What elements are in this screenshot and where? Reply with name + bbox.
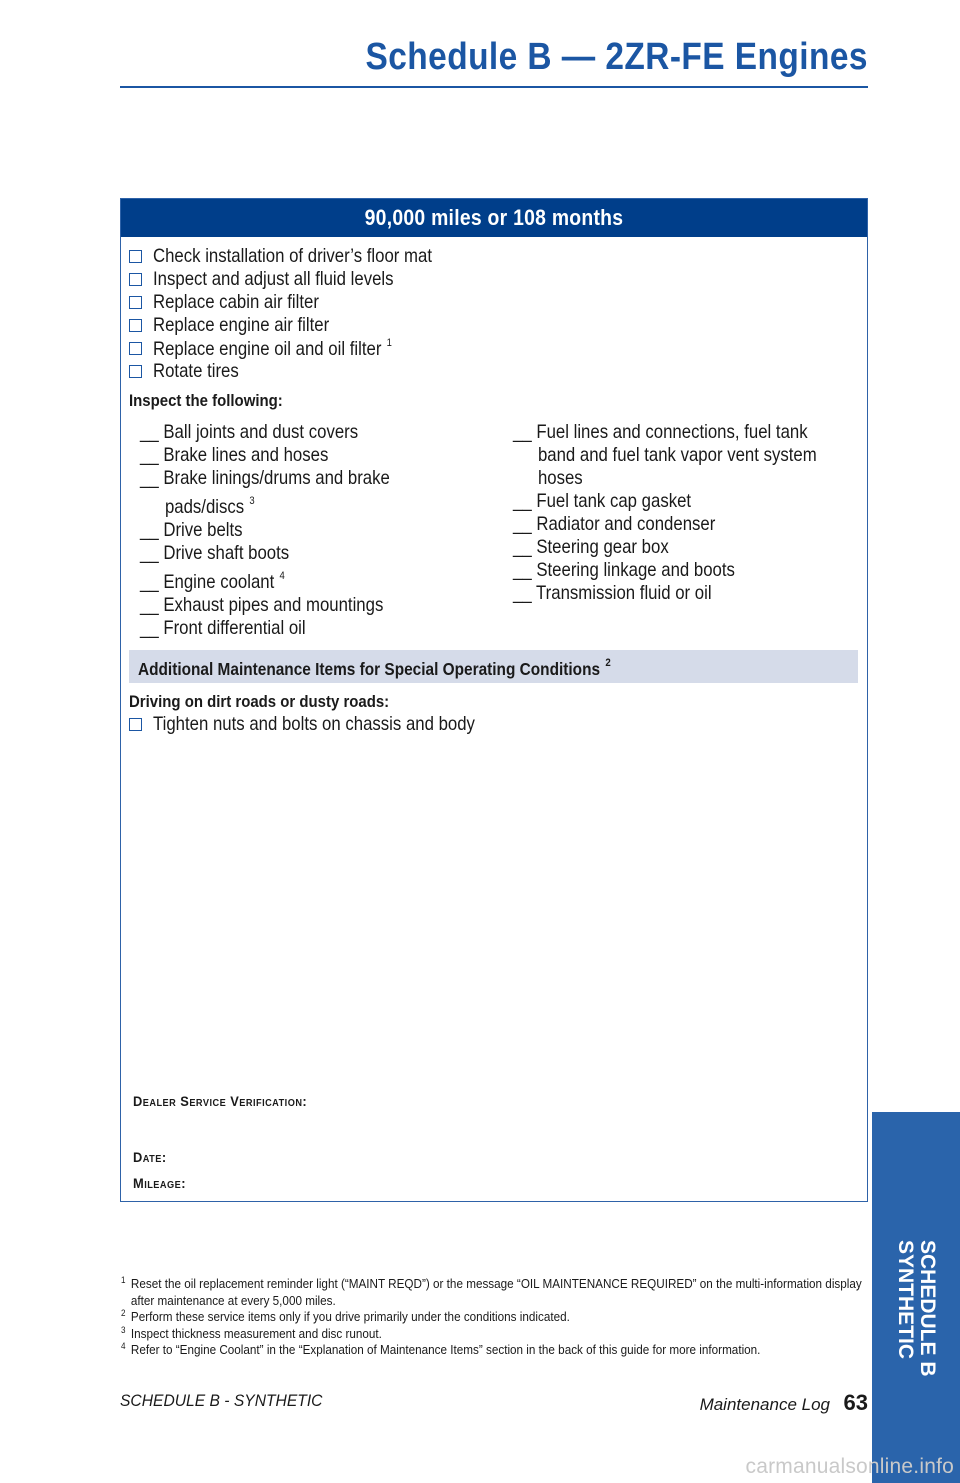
checklist-item[interactable] [129,245,477,268]
checklist-item-label: Tighten nuts and bolts on chassis and body [153,713,475,735]
inspection-blank: __ [140,421,159,443]
date-label: Date: [133,1149,167,1165]
checklist-item-label: Replace engine air filter [153,314,330,336]
inspection-blank: __ [513,559,532,581]
inspection-item-label: Steering linkage and boots [536,559,735,581]
dealer-verification-label: Dealer Service Verification: [133,1093,308,1109]
section-side-tab[interactable] [872,1112,960,1483]
inspection-item [513,536,866,559]
checklist-item-label: Inspect and adjust all fluid levels [153,268,394,290]
footer-section: SCHEDULE B - SYNTHETIC [120,1391,323,1410]
inspection-blank: __ [140,571,159,593]
checkbox-icon[interactable] [129,273,142,286]
footnote-ref: 3 [249,495,255,507]
inspection-item-label: Transmission fluid or oil [536,582,712,604]
inspection-item-label: Ball joints and dust covers [163,421,359,443]
page-title: Schedule B — 2ZR-FE Engines [365,36,868,78]
inspection-blank: __ [513,536,532,558]
footnote-text: Reset the oil replacement reminder light (“MAINT REQD”) or the message “OIL MAINTENANCE REQUIRED” on the multi-information display after maintenance at every 5,000 miles. [130,1276,862,1308]
inspection-item-label: hoses [537,467,583,489]
driving-heading: Driving on dirt roads or dusty roads: [129,692,390,711]
service-checklist [129,245,477,383]
inspection-item-label: Engine coolant [163,571,275,593]
footnote-ref: 4 [279,570,285,582]
footnote [121,1342,869,1359]
inspection-item [140,542,431,565]
footnote [121,1276,869,1309]
driving-checklist [129,713,527,736]
inspection-item [140,467,431,519]
footnote-ref: 1 [386,336,392,349]
inspection-item [140,565,431,594]
checkbox-icon[interactable] [129,319,142,332]
checklist-item[interactable] [129,291,477,314]
inspection-item-label: Radiator and condenser [536,513,716,535]
inspection-item-label: Steering gear box [536,536,669,558]
interval-heading: 90,000 miles or 108 months [121,199,867,237]
checklist-item-label: Replace engine oil and oil filter $^1$ [153,336,392,360]
inspection-item [513,421,866,490]
inspection-item [513,559,866,582]
special-conditions-heading: Additional Maintenance Items for Special Operating Conditions [138,659,601,679]
checkbox-icon[interactable] [129,250,142,263]
checklist-item[interactable] [129,713,527,736]
inspection-item-label: Brake lines and hoses [163,444,329,466]
inspection-blank: __ [140,519,159,541]
inspection-item-label: Exhaust pipes and mountings [163,594,384,616]
inspect-list-left [140,421,431,640]
checkbox-icon[interactable] [129,296,142,309]
footer-log-label: Maintenance Log [699,1395,830,1414]
title-rule [120,86,868,88]
inspection-item [513,490,866,513]
side-tab-line2: SYNTHETIC [894,1240,917,1360]
inspection-item-label: Drive belts [163,519,243,541]
footnote-number: 1 [121,1275,126,1285]
watermark: carmanualsonline.info [745,1455,954,1478]
inspection-item-label: Brake linings/drums and brake [163,467,390,489]
checkbox-icon[interactable] [129,342,142,355]
inspection-item [513,513,866,536]
checklist-item[interactable] [129,337,477,360]
checkbox-icon[interactable] [129,365,142,378]
inspection-blank: __ [513,582,532,604]
checklist-item-label: Replace cabin air filter [153,291,319,313]
inspection-item-label: band and fuel tank vapor vent system [537,444,817,466]
footnote-number: 3 [121,1324,126,1335]
inspection-blank: __ [140,617,159,639]
special-conditions-band [129,650,858,683]
checklist-item[interactable] [129,314,477,337]
inspection-item-label: pads/discs [164,496,245,518]
footnotes [121,1276,861,1359]
footnote-text: Refer to “Engine Coolant” in the “Explanation of Maintenance Items” section in the back of this guide for more information. [130,1342,761,1357]
inspection-item [513,582,866,605]
footnote-text: Perform these service items only if you drive primarily under the conditions indicated. [130,1309,570,1324]
maintenance-box [120,198,868,1202]
page-number: 63 [843,1390,868,1415]
footnote [121,1309,869,1326]
inspection-blank: __ [140,594,159,616]
inspection-item [140,594,431,617]
footnote-number: 2 [121,1308,126,1318]
checkbox-icon[interactable] [129,718,142,731]
inspection-item [140,519,431,542]
inspection-item [140,444,431,467]
inspection-item-label: Fuel lines and connections, fuel tank [536,421,808,443]
mileage-label: Mileage: [133,1175,186,1191]
inspect-list-right [513,421,866,605]
footnote-ref: 2 [605,657,611,669]
footnote [121,1326,869,1343]
inspection-blank: __ [140,444,159,466]
footnote-text: Inspect thickness measurement and disc runout. [130,1325,382,1341]
side-tab-line1: SCHEDULE B [916,1240,939,1377]
checklist-item-label: Rotate tires [153,360,239,382]
inspection-item-label: Drive shaft boots [163,542,290,564]
inspection-item [140,421,431,444]
checklist-item[interactable] [129,268,477,291]
inspection-blank: __ [140,467,159,489]
inspection-blank: __ [513,421,532,443]
footnote-number: 4 [121,1341,126,1351]
checklist-item[interactable] [129,360,477,383]
inspect-heading: Inspect the following: [129,391,283,410]
inspection-blank: __ [140,542,159,564]
inspection-item-label: Fuel tank cap gasket [536,490,692,512]
inspection-blank: __ [513,513,532,535]
inspection-item [140,617,431,640]
inspection-blank: __ [513,490,532,512]
inspection-item-label: Front differential oil [163,617,306,639]
checklist-item-label: Check installation of driver’s floor mat [153,245,433,267]
